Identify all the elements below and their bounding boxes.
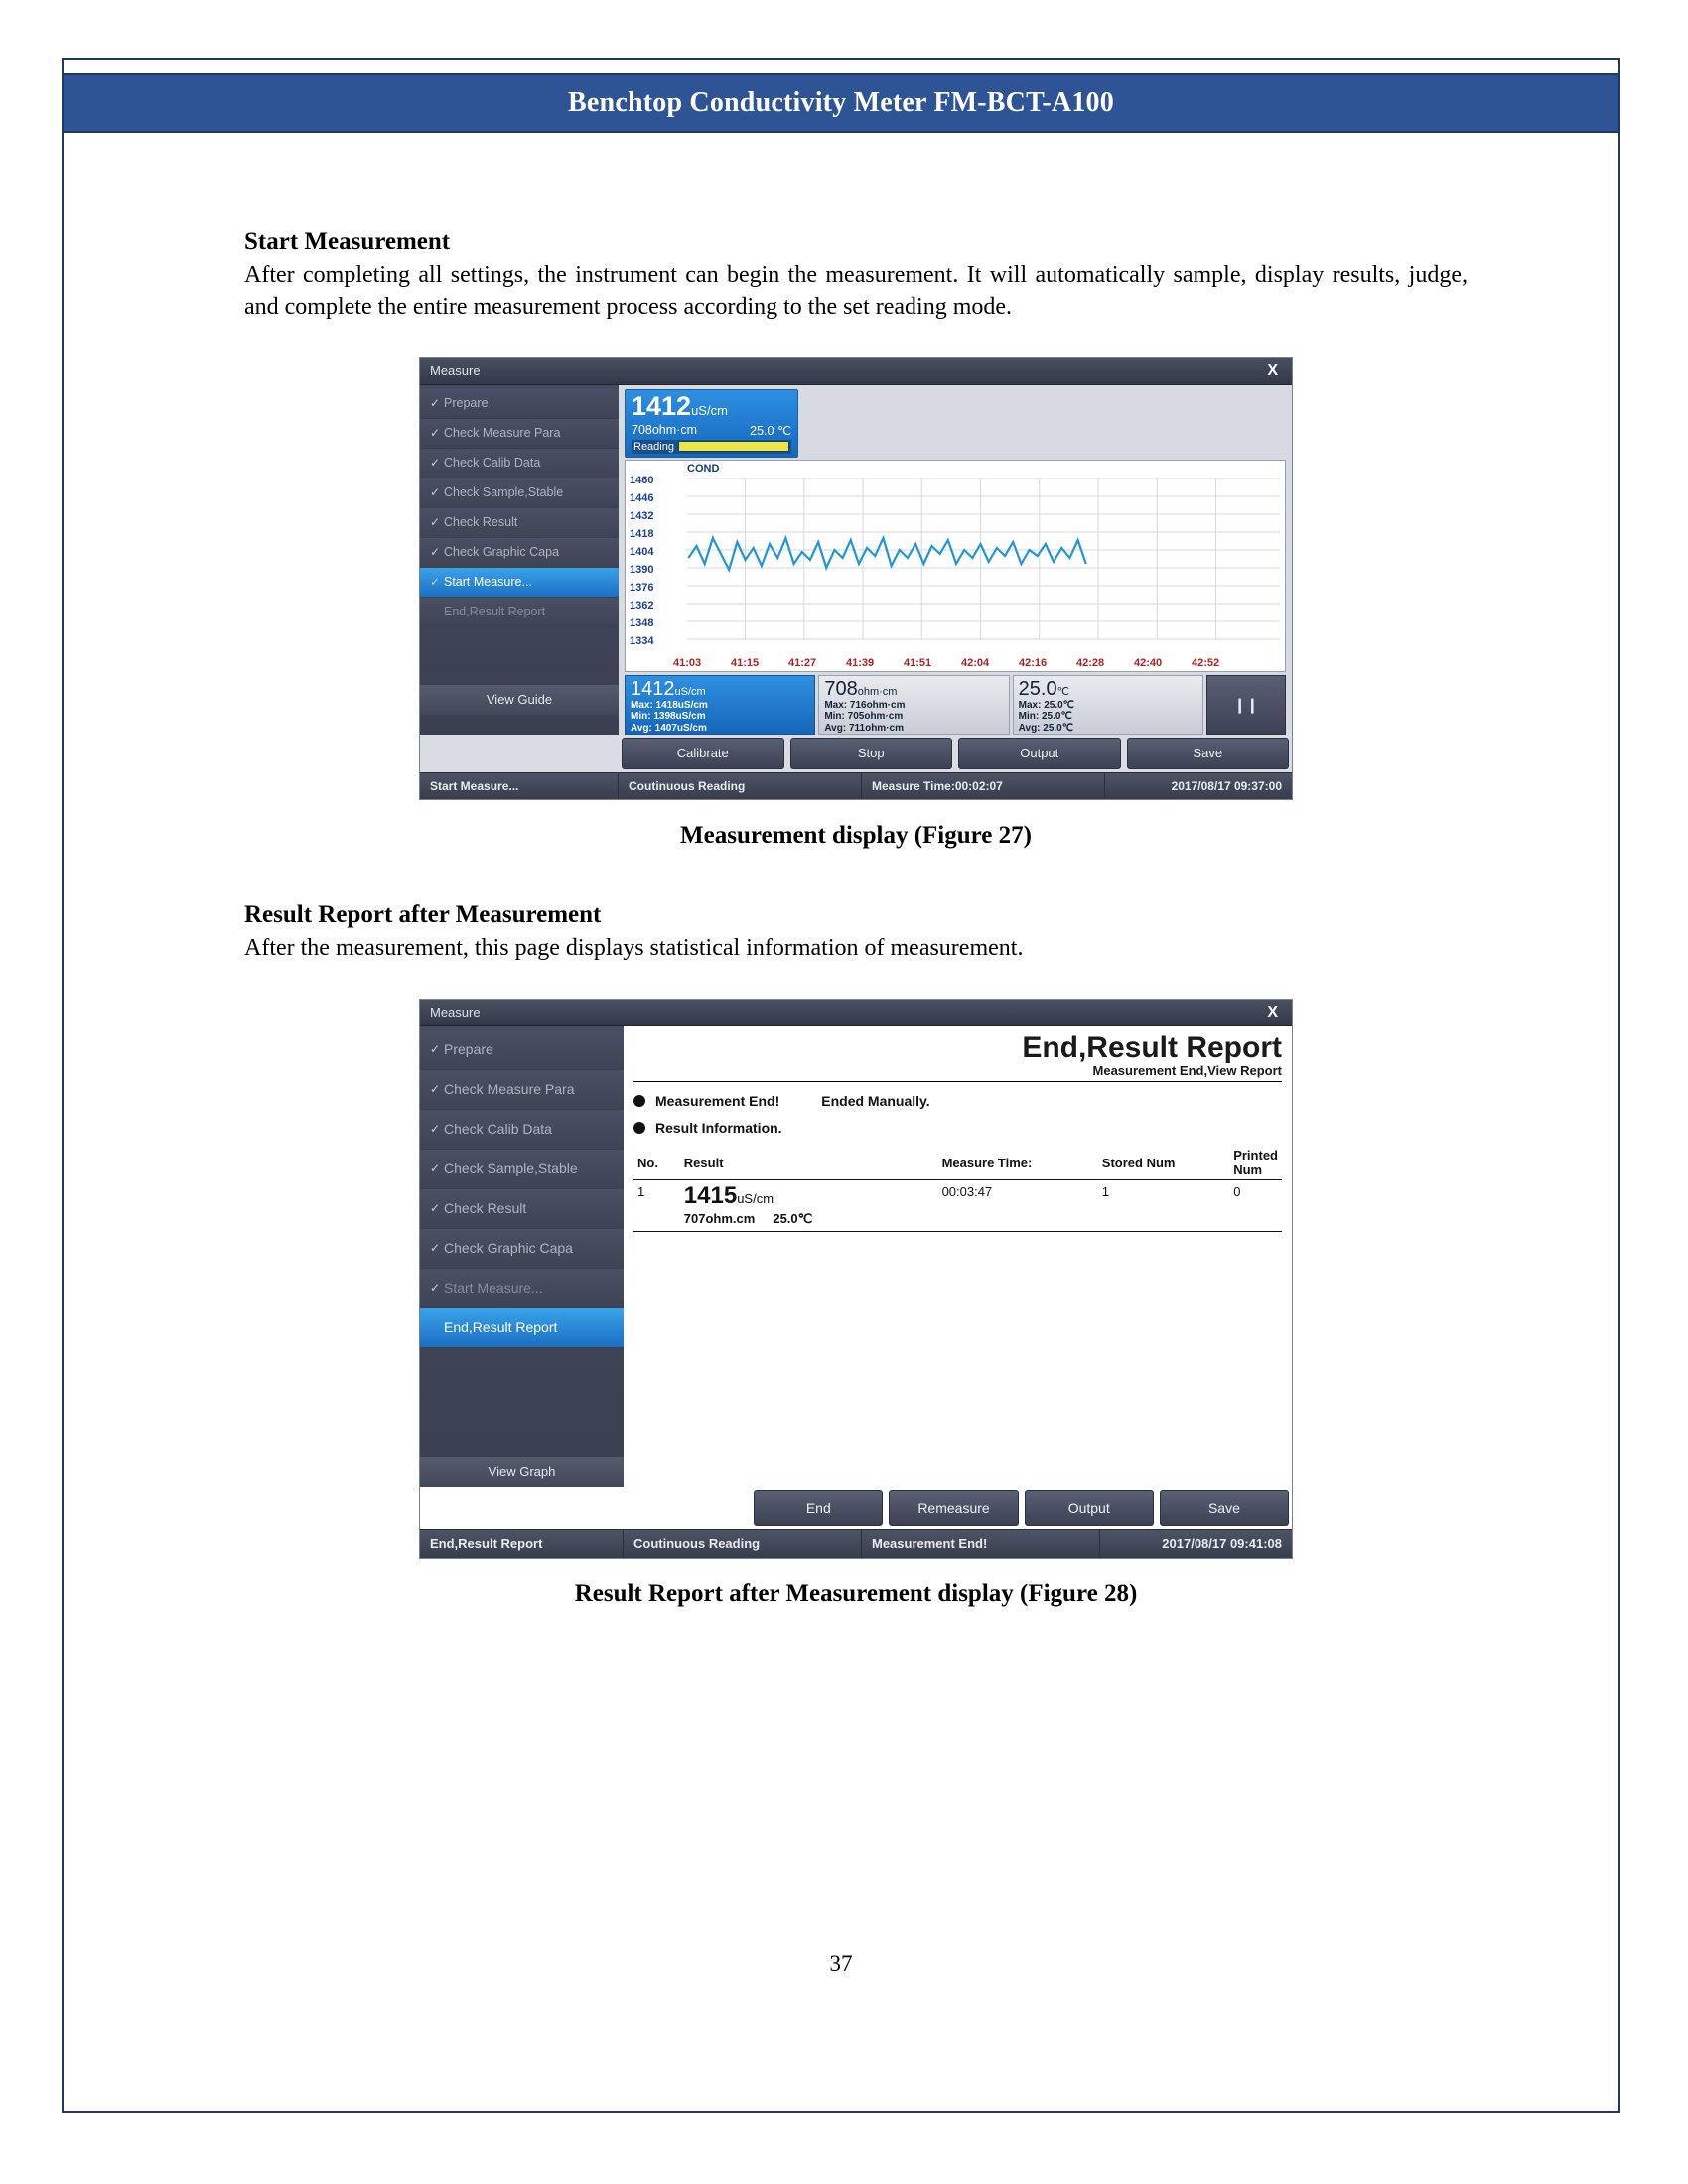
x-tick-label: 41:51: [904, 656, 932, 669]
stat-value-unit: uS/cm: [674, 685, 706, 698]
stat-conductivity: [625, 675, 815, 735]
x-tick-label: 41:15: [731, 656, 760, 669]
col-no: No.: [633, 1146, 680, 1180]
fig28-body: [420, 1026, 1292, 1487]
x-tick-label: 41:39: [846, 656, 875, 669]
sidebar-item-label: Prepare: [444, 1041, 493, 1058]
sidebar-item-label: Check Sample,Stable: [444, 1160, 578, 1177]
stat-value-number: 25.0: [1018, 677, 1057, 700]
stat-min: Min: 25.0℃: [1018, 711, 1072, 723]
stat-min: Min: 1398uS/cm: [631, 711, 706, 723]
result-table: [633, 1146, 1282, 1232]
output-button[interactable]: Output: [1025, 1490, 1154, 1526]
report-bullet-measurement-end: [633, 1093, 1282, 1109]
sidebar-item-end-result-report[interactable]: [420, 598, 619, 627]
result-value: [684, 1184, 934, 1208]
col-measure-time: Measure Time:: [938, 1146, 1098, 1180]
stat-resistivity: [818, 675, 1009, 735]
fig27-statusbar: [420, 772, 1292, 799]
check-icon: ✓: [430, 1082, 441, 1097]
sidebar-item-start-measure[interactable]: [420, 1269, 624, 1308]
x-tick-label: 42:04: [961, 656, 990, 669]
result-report-screenshot: [419, 999, 1293, 1559]
cond-trend-chart: [625, 460, 1286, 672]
check-icon: ✓: [430, 575, 441, 590]
y-tick-label: 1418: [630, 527, 654, 540]
sidebar-item-label: End,Result Report: [444, 605, 546, 619]
result-value-unit: uS/cm: [737, 1191, 774, 1207]
fig28-window-titlebar: [420, 1000, 1292, 1026]
bullet-icon: [633, 1095, 645, 1107]
check-icon: ✓: [430, 545, 441, 560]
stat-value-number: 1412: [631, 677, 675, 700]
section-body-start-measurement: After completing all settings, the instrument can begin the measurement. It will automatically sample, display results, judge, and complete the entire measurement process according to the set reading mode.: [244, 262, 1468, 320]
page-number: 37: [829, 1951, 853, 1976]
check-icon: ✓: [430, 1281, 441, 1296]
check-icon: ✓: [430, 515, 441, 530]
stat-value-unit: ℃: [1056, 685, 1069, 698]
x-tick-label: 41:27: [788, 656, 817, 669]
bullet-label: Measurement End!: [655, 1093, 780, 1110]
fig27-main-panel: [619, 385, 1292, 735]
statistics-row: [625, 675, 1286, 735]
check-icon: ✓: [430, 456, 441, 471]
stat-max: Max: 716ohm·cm: [824, 699, 906, 711]
x-tick-label: 42:52: [1192, 656, 1220, 669]
y-tick-label: 1334: [630, 634, 654, 647]
sidebar-item-start-measure[interactable]: [420, 568, 619, 598]
end-button[interactable]: End: [754, 1490, 883, 1526]
cell-printed-num: 0: [1229, 1180, 1282, 1232]
chart-svg: [626, 461, 1285, 671]
fig28-statusbar: [420, 1529, 1292, 1558]
stat-max: Max: 1418uS/cm: [631, 699, 708, 711]
result-value-number: 1415: [683, 1182, 738, 1210]
y-tick-label: 1362: [630, 599, 654, 612]
status-mode: Coutinuous Reading: [624, 1530, 862, 1558]
result-secondary: [684, 1211, 934, 1227]
fig27-button-row: [420, 735, 1292, 772]
stat-value: [824, 678, 1003, 700]
check-icon: ✓: [430, 1161, 441, 1176]
sidebar-item-label: Start Measure...: [444, 575, 532, 590]
result-temperature: 25.0℃: [773, 1211, 813, 1227]
save-button[interactable]: Save: [1127, 738, 1290, 769]
fig27-window-title: Measure: [430, 363, 481, 379]
status-message: Measurement End!: [862, 1530, 1100, 1558]
fig28-sidebar: [420, 1026, 624, 1487]
sidebar-item-check-sample-stable[interactable]: [420, 478, 619, 508]
fig27-window-titlebar: [420, 358, 1292, 385]
col-stored-num: Stored Num: [1098, 1146, 1229, 1180]
y-tick-label: 1432: [630, 509, 654, 522]
close-icon[interactable]: X: [1267, 361, 1278, 379]
cell-stored-num: 1: [1098, 1180, 1229, 1232]
page-title: Benchtop Conductivity Meter FM-BCT-A100: [568, 87, 1114, 118]
pause-button[interactable]: ❙❙: [1206, 675, 1286, 735]
stat-value: [631, 678, 809, 700]
result-resistivity: 707ohm.cm: [683, 1211, 756, 1227]
status-mode: Coutinuous Reading: [619, 773, 862, 799]
sidebar-item-label: Check Result: [444, 515, 518, 530]
view-graph-button[interactable]: View Graph: [420, 1457, 624, 1487]
stat-max: Max: 25.0℃: [1018, 699, 1074, 711]
sidebar-item-prepare[interactable]: [420, 389, 619, 419]
figure-27-wrapper: [244, 357, 1468, 800]
measurement-display-screenshot: [419, 357, 1293, 800]
check-icon: ✓: [430, 1042, 441, 1057]
sidebar-item-check-result[interactable]: [420, 508, 619, 538]
calibrate-button[interactable]: Calibrate: [622, 738, 784, 769]
y-tick-label: 1446: [630, 491, 654, 504]
sidebar-item-label: Start Measure...: [444, 1280, 543, 1297]
sidebar-item-check-measure-para[interactable]: [420, 1070, 624, 1110]
page-content: [244, 228, 1468, 1608]
sidebar-item-check-graphic-capa[interactable]: [420, 538, 619, 568]
document-page: [62, 58, 1620, 2113]
report-bullet-result-information: [633, 1120, 1282, 1136]
col-printed-num: Printed Num: [1229, 1146, 1282, 1180]
status-datetime: 2017/08/17 09:37:00: [1171, 778, 1282, 793]
save-button[interactable]: Save: [1160, 1490, 1289, 1526]
progress-bar: [678, 441, 789, 452]
section-heading-result-report: Result Report after Measurement: [244, 900, 602, 928]
table-header-row: [633, 1146, 1282, 1180]
stat-min: Min: 705ohm·cm: [824, 711, 904, 723]
y-tick-label: 1376: [630, 581, 654, 594]
section-body-result-report: After the measurement, this page displays statistical information of measurement.: [244, 934, 1024, 961]
button-row-spacer: [624, 1487, 751, 1529]
sidebar-item-label: Check Calib Data: [444, 456, 541, 471]
sidebar-item-label: End,Result Report: [444, 1319, 558, 1336]
status-step: End,Result Report: [420, 1530, 624, 1558]
output-button[interactable]: Output: [958, 738, 1121, 769]
live-readout-panel: [625, 389, 798, 458]
stat-temperature: [1013, 675, 1203, 735]
reading-status: [632, 440, 791, 454]
check-icon: ✓: [430, 1122, 441, 1137]
cell-result: [680, 1180, 938, 1232]
sidebar-item-prepare[interactable]: [420, 1030, 624, 1070]
reading-status-label: Reading: [633, 440, 674, 453]
sidebar-item-label: Check Result: [444, 1200, 527, 1217]
sidebar-item-label: Check Measure Para: [444, 426, 561, 441]
stat-value-number: 708: [824, 677, 858, 700]
sidebar-item-check-sample-stable[interactable]: [420, 1150, 624, 1189]
sidebar-item-check-graphic-capa[interactable]: [420, 1229, 624, 1269]
fig28-window-title: Measure: [430, 1005, 481, 1021]
check-icon: ✓: [430, 1201, 441, 1216]
sidebar-item-check-measure-para[interactable]: [420, 419, 619, 449]
report-title: End,Result Report: [1022, 1030, 1282, 1064]
x-tick-label: 42:16: [1019, 656, 1048, 669]
cell-measure-time: 00:03:47: [938, 1180, 1098, 1232]
y-tick-label: 1460: [630, 474, 654, 486]
stop-button[interactable]: Stop: [790, 738, 953, 769]
check-icon: ✓: [430, 426, 441, 441]
live-temperature: 25.0 ℃: [750, 423, 791, 438]
y-tick-label: 1404: [630, 545, 654, 558]
figure-27-caption: Measurement display (Figure 27): [680, 821, 1032, 849]
check-icon: ✓: [430, 396, 441, 411]
section-heading-start-measurement: Start Measurement: [244, 228, 451, 255]
remeasure-button[interactable]: Remeasure: [889, 1490, 1018, 1526]
page-header: [64, 73, 1618, 133]
stat-avg: Avg: 711ohm·cm: [824, 722, 904, 734]
x-tick-label: 42:40: [1134, 656, 1163, 669]
cell-no: 1: [633, 1180, 680, 1232]
sidebar-item-check-calib-data[interactable]: [420, 449, 619, 478]
fig27-body: [420, 385, 1292, 735]
sidebar-item-check-calib-data[interactable]: [420, 1110, 624, 1150]
live-value: [632, 390, 791, 421]
sidebar-item-label: Check Graphic Capa: [444, 545, 560, 560]
fig27-sidebar: [420, 385, 619, 735]
sidebar-item-end-result-report[interactable]: [420, 1308, 624, 1348]
live-value-unit: uS/cm: [691, 402, 728, 418]
figure-28-caption: Result Report after Measurement display (Figure 28): [574, 1579, 1138, 1607]
status-datetime: 2017/08/17 09:41:08: [1162, 1536, 1282, 1552]
live-resistivity: 708ohm·cm: [632, 422, 697, 437]
live-value-number: 1412: [632, 390, 692, 421]
stat-value-unit: ohm·cm: [857, 685, 898, 698]
sidebar-item-label: Check Measure Para: [444, 1081, 575, 1098]
status-step: Start Measure...: [420, 773, 619, 799]
live-secondary-values: [632, 423, 791, 438]
stat-avg: Avg: 25.0℃: [1018, 722, 1073, 734]
sidebar-item-check-result[interactable]: [420, 1189, 624, 1229]
stat-value: [1019, 678, 1197, 700]
sidebar-item-label: Check Graphic Capa: [444, 1240, 573, 1257]
report-subtitle: Measurement End,View Report: [633, 1063, 1282, 1082]
status-measure-time: Measure Time:00:02:07: [862, 773, 1105, 799]
col-result: Result: [680, 1146, 938, 1180]
check-icon: ✓: [430, 485, 441, 500]
sidebar-item-label: Check Sample,Stable: [444, 485, 564, 500]
x-tick-label: 41:03: [673, 656, 702, 669]
view-guide-button[interactable]: View Guide: [420, 685, 619, 715]
table-row: [633, 1180, 1282, 1232]
stat-avg: Avg: 1407uS/cm: [631, 722, 707, 734]
y-tick-label: 1390: [630, 563, 654, 576]
sidebar-item-label: Prepare: [444, 396, 489, 411]
check-icon: ✓: [430, 1241, 441, 1256]
x-tick-label: 42:28: [1076, 656, 1105, 669]
figure-28-wrapper: [244, 999, 1468, 1559]
y-tick-label: 1348: [630, 616, 654, 629]
bullet-extra: Ended Manually.: [821, 1093, 930, 1110]
fig28-button-row: [420, 1487, 1292, 1529]
close-icon[interactable]: X: [1267, 1003, 1278, 1021]
sidebar-item-label: Check Calib Data: [444, 1121, 552, 1138]
bullet-icon: [633, 1122, 645, 1134]
chart-title: COND: [687, 462, 720, 475]
fig28-main-panel: [624, 1026, 1292, 1487]
bullet-label: Result Information.: [655, 1120, 782, 1137]
